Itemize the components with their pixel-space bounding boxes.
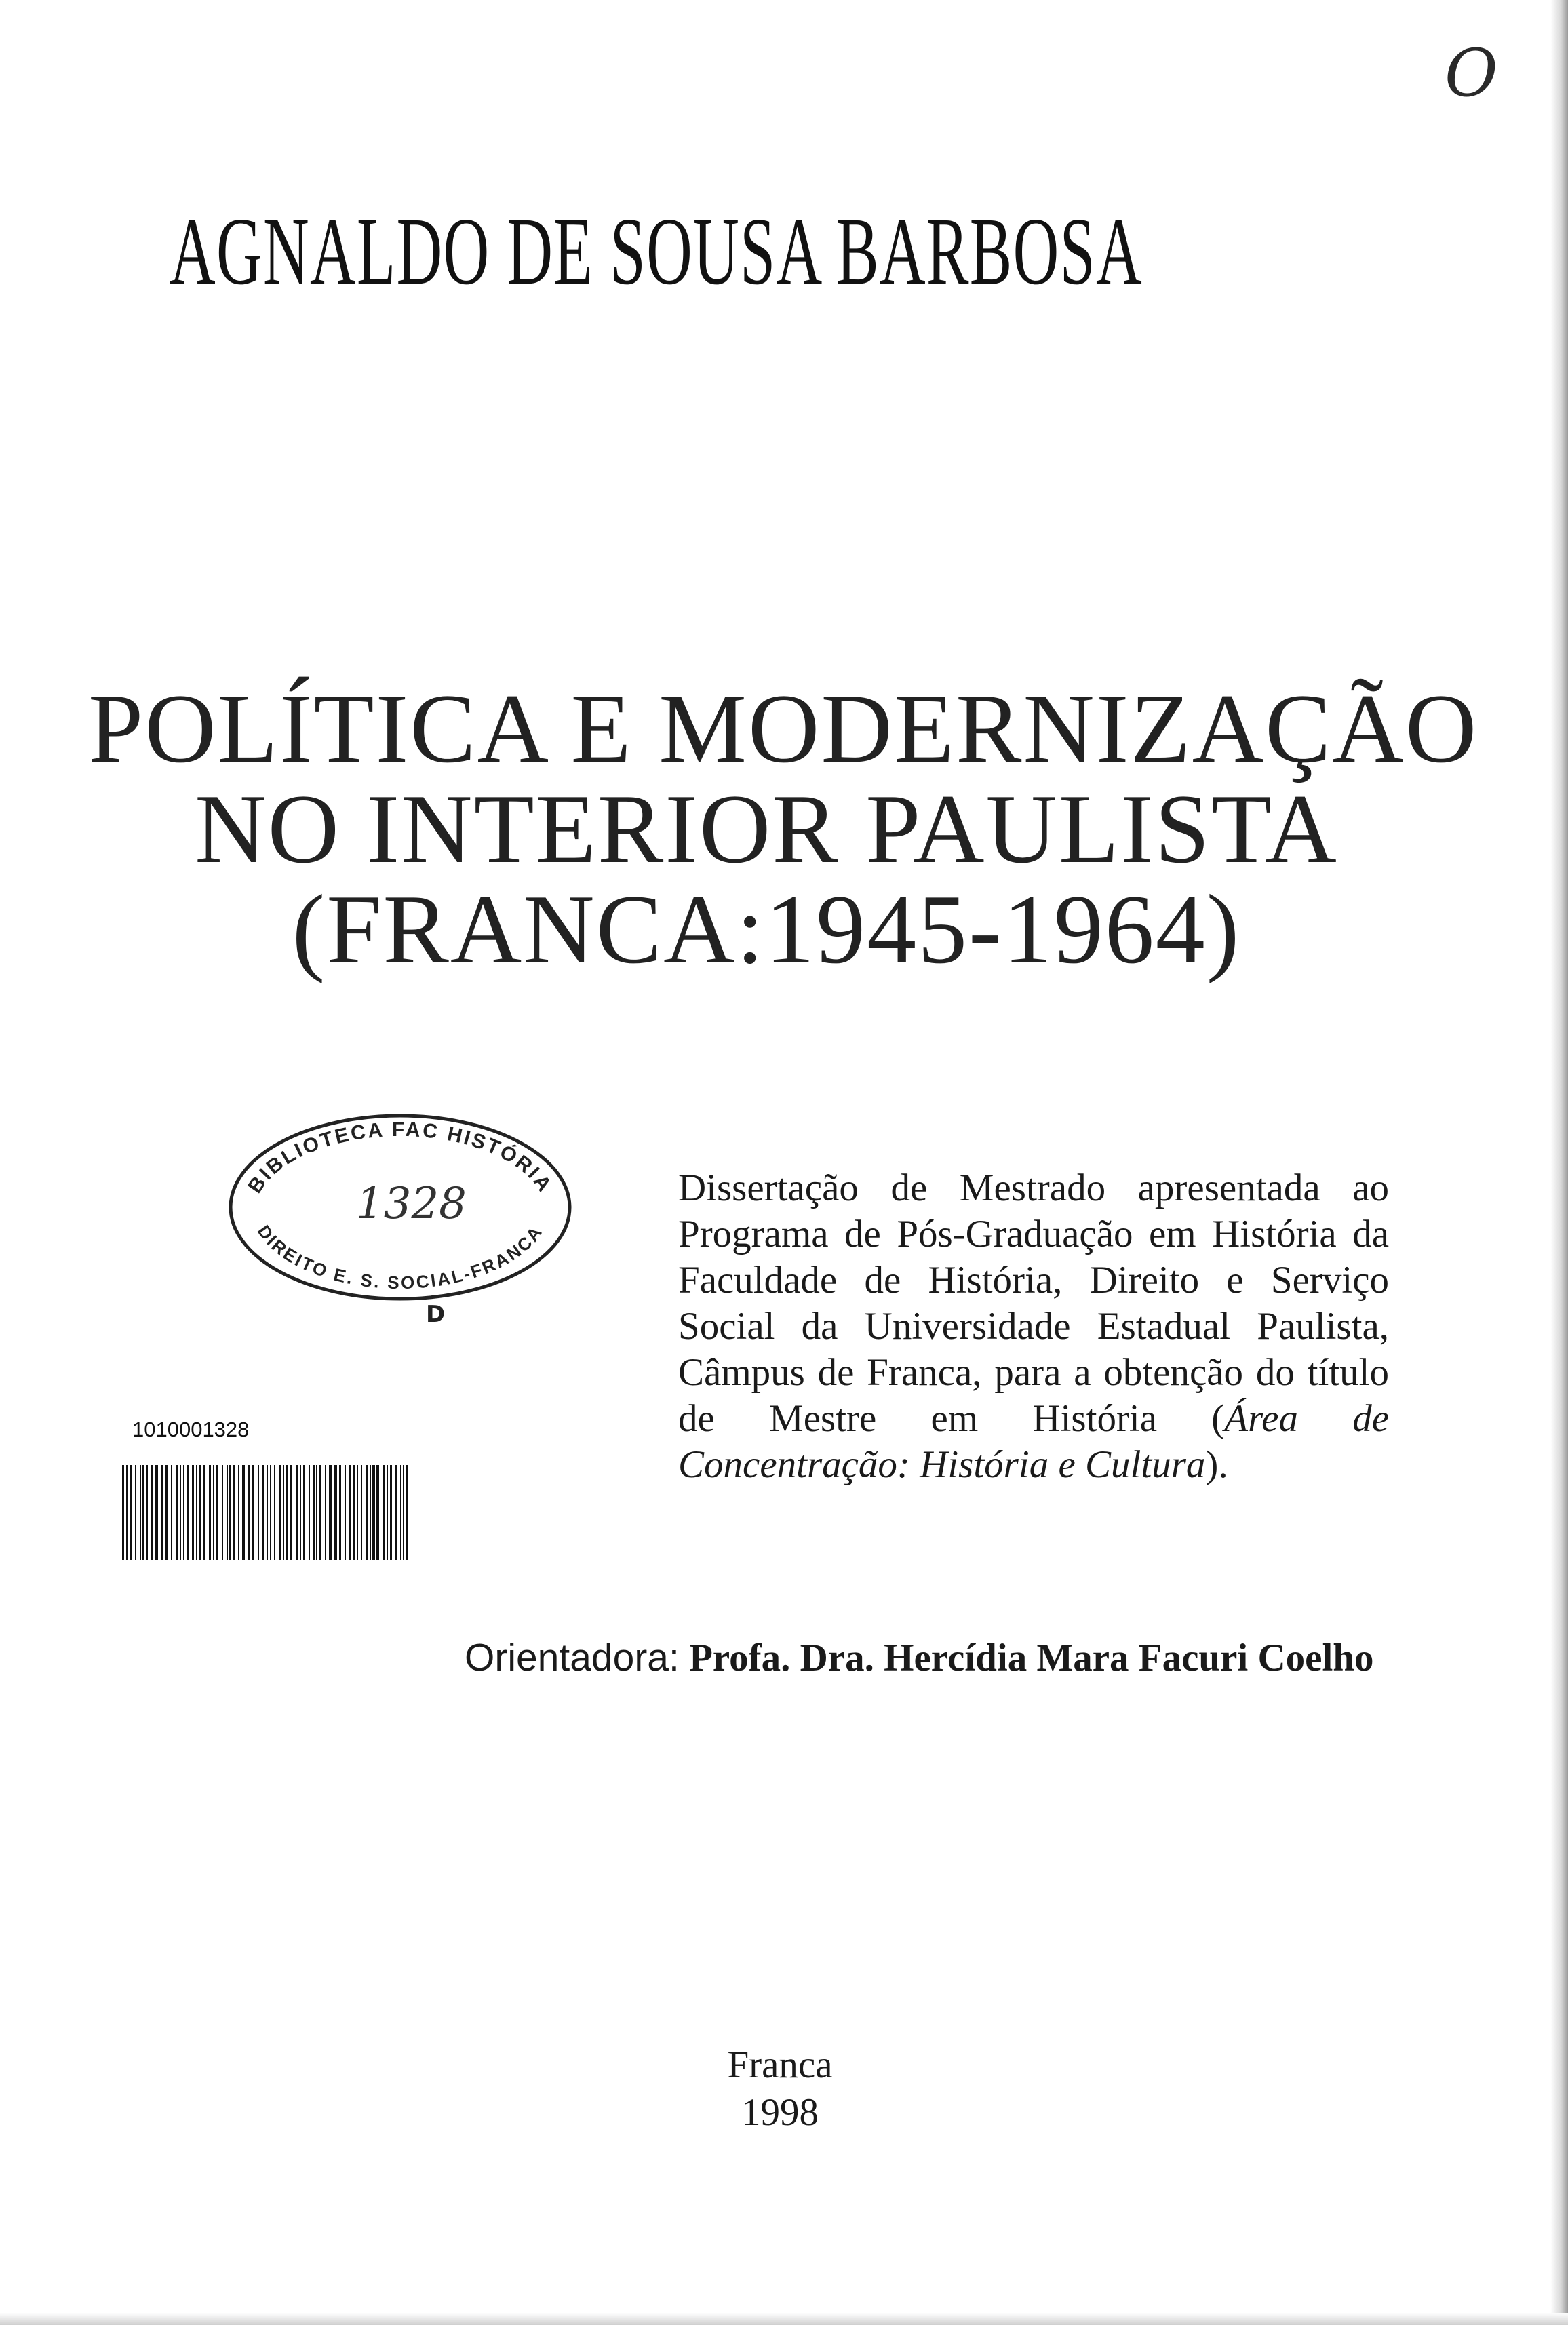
thesis-title: [88, 673, 1478, 984]
barcode-bar: [353, 1465, 355, 1560]
stamp-handwritten-number: 1328: [356, 1179, 467, 1229]
barcode-bar: [242, 1465, 245, 1560]
barcode-bar: [334, 1465, 337, 1560]
barcode-bar: [270, 1465, 271, 1560]
title-line-3: (FRANCA:1945-1964): [292, 874, 1241, 984]
barcode-bar: [176, 1465, 178, 1560]
title-line-2: NO INTERIOR PAULISTA: [195, 774, 1338, 884]
barcode-bar: [180, 1465, 181, 1560]
barcode-bar: [300, 1465, 301, 1560]
barcode-bar: [122, 1465, 124, 1560]
barcode-bar: [387, 1465, 388, 1560]
barcode-bar: [376, 1465, 379, 1560]
barcode-bar: [403, 1465, 404, 1560]
barcode-bar: [366, 1465, 368, 1560]
barcode-bar: [400, 1465, 401, 1560]
barcode-bar: [290, 1465, 292, 1560]
barcode-bar: [390, 1465, 392, 1560]
barcode-bar: [203, 1465, 205, 1560]
barcode-bar: [161, 1465, 163, 1560]
advisor-label: Orientadora:: [465, 1636, 680, 1679]
page-right-edge-shadow: [1550, 0, 1568, 2325]
barcode-bar: [209, 1465, 211, 1560]
publication-place: Franca: [727, 2044, 833, 2086]
barcode-bar: [339, 1465, 341, 1560]
barcode-bar: [316, 1465, 317, 1560]
barcode-bar: [345, 1465, 346, 1560]
barcode-bar: [329, 1465, 332, 1560]
barcode-bar: [383, 1465, 385, 1560]
barcode-bar: [274, 1465, 275, 1560]
barcode-bar: [361, 1465, 362, 1560]
barcode-bar: [199, 1465, 201, 1560]
stamp-text-top: BIBLIOTECA FAC HISTÓRIA: [243, 1118, 557, 1198]
barcode-bar: [192, 1465, 194, 1560]
barcode-bar: [142, 1465, 144, 1560]
handwritten-corner-mark: O: [1445, 35, 1498, 111]
page-bottom-edge-shadow: [0, 2313, 1568, 2325]
barcode-bar: [222, 1465, 223, 1560]
publication-year: 1998: [741, 2091, 819, 2134]
barcode-bar: [213, 1465, 214, 1560]
barcode-bar: [372, 1465, 375, 1560]
barcode-bar: [165, 1465, 168, 1560]
barcode-bar: [279, 1465, 281, 1560]
barcode-bar: [309, 1465, 310, 1560]
barcode-bar: [283, 1465, 284, 1560]
barcode-bar: [146, 1465, 148, 1560]
barcode-bar: [349, 1465, 351, 1560]
barcode-bar: [319, 1465, 321, 1560]
title-line-1: POLÍTICA E MODERNIZAÇÃO: [88, 673, 1478, 783]
barcode-bar: [155, 1465, 158, 1560]
barcode-number: 1010001328: [132, 1418, 250, 1441]
barcode-bar: [229, 1465, 231, 1560]
advisor-name: Profa. Dra. Hercídia Mara Facuri Coelho: [689, 1637, 1374, 1679]
barcode-bar: [216, 1465, 218, 1560]
author-name: AGNALDO DE SOUSA BARBOSA: [170, 197, 1143, 305]
barcode-bar: [183, 1465, 184, 1560]
advisor-line: [465, 1635, 1400, 1681]
barcode-bar: [406, 1465, 408, 1560]
barcode-bar: [238, 1465, 239, 1560]
statement-concentration-area: Área de Concentração: História e Cultura: [678, 1397, 1389, 1486]
barcode-bar: [126, 1465, 128, 1560]
barcode-bar: [286, 1465, 288, 1560]
barcode-bar: [267, 1465, 268, 1560]
barcode-bar: [248, 1465, 250, 1560]
barcode-graphic: [122, 1465, 410, 1560]
barcode-bar: [171, 1465, 172, 1560]
stamp-mark: D: [426, 1301, 446, 1328]
barcode-bar: [233, 1465, 235, 1560]
stamp-text-bottom: DIREITO E. S. SOCIAL-FRANCA: [253, 1221, 547, 1293]
barcode-bar: [357, 1465, 358, 1560]
barcode-bar: [140, 1465, 141, 1560]
statement-closing: ).: [1205, 1443, 1228, 1486]
barcode-bar: [258, 1465, 259, 1560]
barcode-bar: [130, 1465, 132, 1560]
statement-text: Dissertação de Mestrado apresentada ao Programa de Pós-Graduação em História da Faculdade de História, Direito e Serviço Social da Universidade Estadual Paulista, Câmpus de Franca, para a obtenção do título de Mestre em História (: [678, 1167, 1389, 1440]
barcode-bar: [395, 1465, 397, 1560]
barcode-bar: [227, 1465, 228, 1560]
barcode-bar: [252, 1465, 254, 1560]
barcode-bar: [370, 1465, 371, 1560]
dissertation-statement: [678, 1165, 1389, 1488]
barcode-bar: [151, 1465, 153, 1560]
barcode-bar: [135, 1465, 136, 1560]
barcode-bar: [187, 1465, 189, 1560]
barcode-bar: [262, 1465, 264, 1560]
barcode-bar: [196, 1465, 197, 1560]
barcode-bar: [313, 1465, 315, 1560]
barcode-bar: [325, 1465, 326, 1560]
barcode-bar: [296, 1465, 298, 1560]
barcode-bar: [303, 1465, 305, 1560]
